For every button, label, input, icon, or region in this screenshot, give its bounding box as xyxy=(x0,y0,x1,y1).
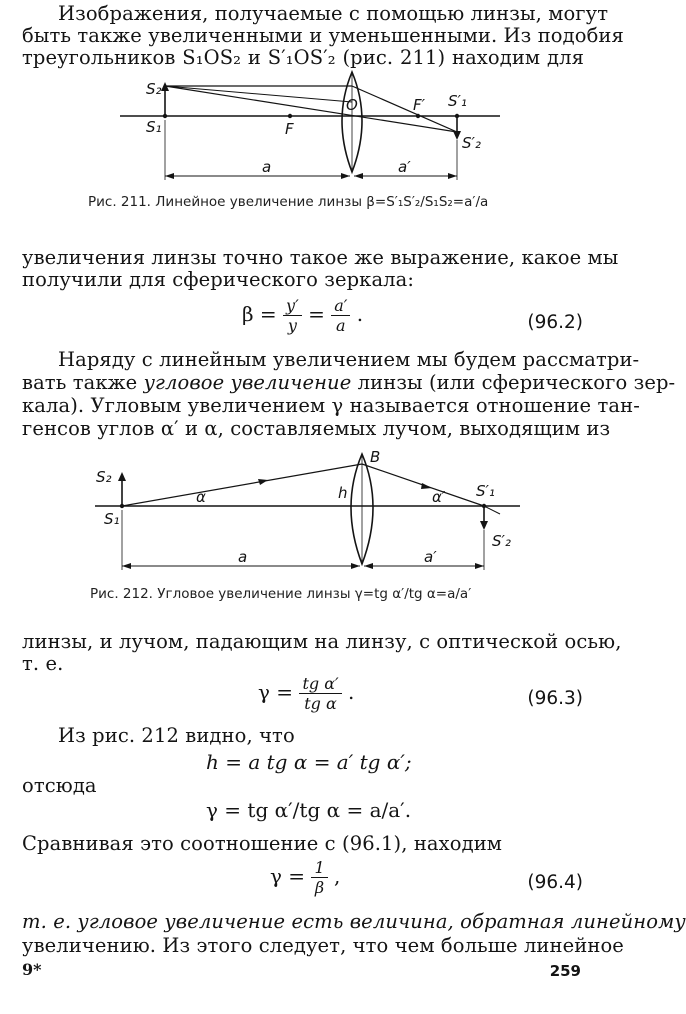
label-s1: S₁ xyxy=(146,118,162,136)
fraction xyxy=(311,858,327,897)
figure-212 xyxy=(0,446,603,581)
equation-number: (96.4) xyxy=(527,872,583,893)
italic-term: угловое увеличение xyxy=(143,371,352,394)
eq-tail: , xyxy=(333,864,341,888)
page-number: 259 xyxy=(549,962,581,980)
text-line: увеличения линзы точно такое же выражение, какое мы xyxy=(22,246,619,269)
label-s2prime: S′₂ xyxy=(462,134,481,152)
text-line: Наряду с линейным увеличением мы будем рассматри- xyxy=(58,348,640,371)
numerator: a′ xyxy=(331,296,350,316)
eq-lhs: β = xyxy=(242,302,277,326)
text-line: быть также увеличенными и уменьшенными. Из подобия xyxy=(22,24,624,47)
text-line: треугольников S₁OS₂ и S′₁OS′₂ (рис. 211) находим для xyxy=(22,46,584,69)
text-line: Сравнивая это соотношение с (96.1), находим xyxy=(22,832,503,855)
text-line: Из рис. 212 видно, что xyxy=(58,724,295,747)
denominator: β xyxy=(314,878,325,897)
label-alpha: α xyxy=(196,488,206,506)
label-fprime: F′ xyxy=(413,96,426,114)
text-line: Изображения, получаемые с помощью линзы, могут xyxy=(58,2,609,25)
figure-211-caption: Рис. 211. Линейное увеличение линзы β=S′₁S′₂/S₁S₂=a′/a xyxy=(88,194,489,210)
text-line: т. е. угловое увеличение есть величина, обратная линейному xyxy=(22,910,686,933)
eq-lhs: γ = xyxy=(270,864,306,888)
equation-96-3 xyxy=(258,674,354,713)
fraction xyxy=(331,296,350,335)
label-alphaprime: α′ xyxy=(432,488,446,506)
label-h: h xyxy=(338,484,348,502)
label-s1prime: S′₁ xyxy=(476,482,495,500)
numerator: y′ xyxy=(283,296,302,316)
label-s2: S₂ xyxy=(146,80,162,98)
numerator: tg α′ xyxy=(299,674,341,694)
label-a: a xyxy=(262,158,272,176)
equation-number: (96.3) xyxy=(527,688,583,709)
text-line: т. е. xyxy=(22,652,64,675)
text-line: вать также угловое увеличение линзы (или сферического зер- xyxy=(22,371,676,394)
label-s2prime: S′₂ xyxy=(492,532,511,550)
text-line: увеличению. Из этого следует, что чем больше линейное xyxy=(22,934,624,957)
text-line: генсов углов α′ и α, составляемых лучом, выходящим из xyxy=(22,417,611,440)
denominator: a xyxy=(336,316,346,335)
equation-number: (96.2) xyxy=(527,312,583,333)
text-line: кала). Угловым увеличением γ называется отношение тан- xyxy=(22,394,640,417)
eq-tail: . xyxy=(356,302,364,326)
label-b: B xyxy=(370,448,381,466)
fraction xyxy=(299,674,341,713)
text-line: отсюда xyxy=(22,774,97,797)
signature-mark: 9* xyxy=(22,960,42,979)
equation-96-4 xyxy=(270,858,340,897)
label-a: a xyxy=(238,548,248,566)
fraction xyxy=(283,296,302,335)
text-line: получили для сферического зеркала: xyxy=(22,268,415,291)
label-aprime: a′ xyxy=(424,548,437,566)
figure-211 xyxy=(0,72,603,192)
equation-h: h = a tg α = a′ tg α′; xyxy=(206,750,412,774)
text-line: линзы, и лучом, падающим на линзу, с оптической осью, xyxy=(22,630,622,653)
eq-lhs: γ = xyxy=(258,680,294,704)
denominator: y xyxy=(287,316,297,335)
eq-tail: . xyxy=(348,680,355,704)
label-f: F xyxy=(285,120,294,138)
label-s1prime: S′₁ xyxy=(448,92,467,110)
figure-212-caption: Рис. 212. Угловое увеличение линзы γ=tg α′/tg α=a/a′ xyxy=(90,586,472,602)
label-s2: S₂ xyxy=(96,468,112,486)
label-aprime: a′ xyxy=(398,158,411,176)
label-s1: S₁ xyxy=(104,510,120,528)
eq-sign: = xyxy=(308,302,325,326)
label-o: O xyxy=(346,96,358,114)
equation-gamma: γ = tg α′/tg α = a/a′. xyxy=(206,798,412,822)
equation-96-2 xyxy=(242,296,363,335)
numerator: 1 xyxy=(311,858,327,878)
denominator: tg α xyxy=(304,694,337,713)
